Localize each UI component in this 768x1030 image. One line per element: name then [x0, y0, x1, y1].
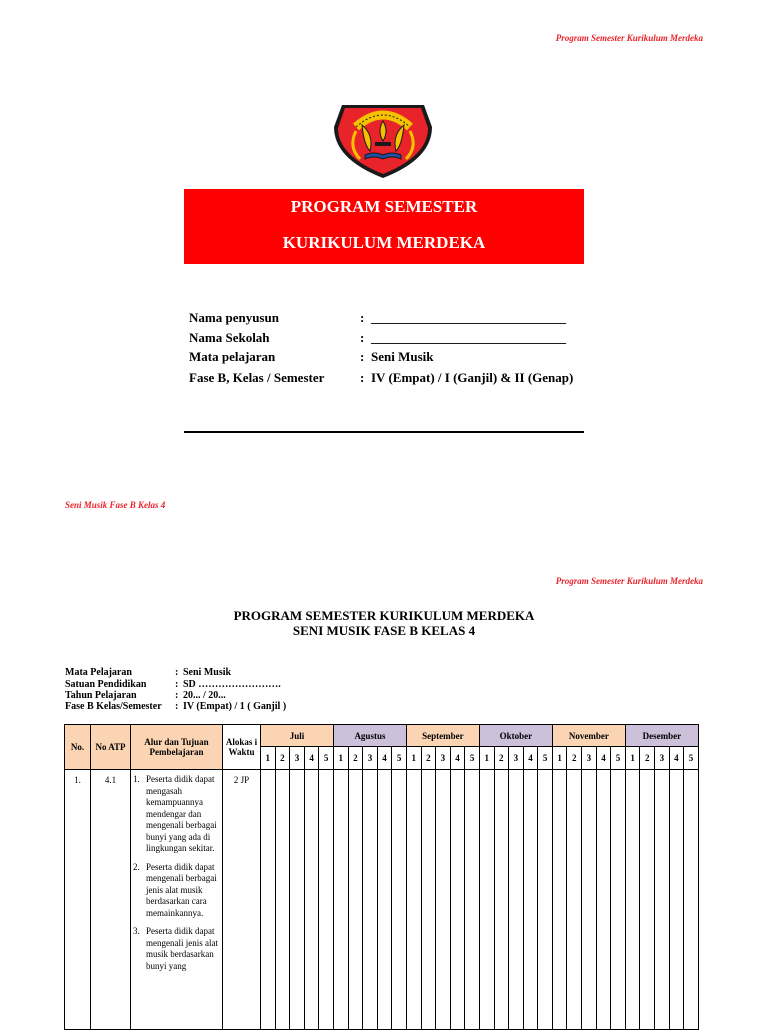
tp-item-number: 3. — [133, 926, 140, 936]
field-label: Mata pelajaran — [189, 349, 276, 364]
week-cell — [523, 770, 538, 1030]
week-cell — [538, 770, 553, 1030]
month-header-september: September — [406, 725, 479, 747]
week-cell — [684, 770, 699, 1030]
week-cell — [333, 770, 348, 1030]
week-header: 5 — [538, 747, 553, 770]
week-cell — [611, 770, 626, 1030]
cover-title-line1: PROGRAM SEMESTER — [290, 197, 478, 216]
field-value: Seni Musik — [371, 349, 434, 364]
week-header: 2 — [640, 747, 655, 770]
tp-item-text: Peserta didik dapat mengasah kemampuannya mendengar dan mengenali berbagai bunyi yang ada di lingkungan sekitar. — [146, 774, 217, 853]
week-header: 1 — [261, 747, 276, 770]
field-label: Fase B, Kelas / Semester — [189, 370, 325, 385]
week-cell — [436, 770, 451, 1030]
meta-value: SD ……………………. — [183, 679, 281, 690]
tp-list-item — [133, 926, 220, 972]
row-tujuan-pembelajaran — [131, 770, 223, 1030]
week-header: 4 — [669, 747, 684, 770]
cover-title-line2: KURIKULUM MERDEKA — [282, 233, 486, 252]
meta-value: Seni Musik — [183, 667, 232, 678]
table-row — [65, 770, 699, 1030]
header-no: No. — [65, 725, 91, 770]
field-label: Nama penyusun — [189, 310, 279, 325]
week-header: 5 — [465, 747, 480, 770]
month-header-desember: Desember — [625, 725, 698, 747]
meta-colon: : — [175, 667, 179, 678]
header-alur-tujuan: Alur dan Tujuan Pembelajaran — [131, 725, 223, 770]
row-atp-number: 4.1 — [91, 770, 131, 1030]
week-cell — [421, 770, 436, 1030]
week-header: 5 — [611, 747, 626, 770]
field-label: Nama Sekolah — [189, 330, 270, 345]
week-cell — [450, 770, 465, 1030]
week-header: 1 — [552, 747, 567, 770]
week-cell — [290, 770, 305, 1030]
week-header: 1 — [333, 747, 348, 770]
row-number: 1. — [65, 770, 91, 1030]
meta-value: 20... / 20... — [183, 690, 226, 701]
week-header: 5 — [319, 747, 334, 770]
week-header: 5 — [684, 747, 699, 770]
page2-title-line2: SENI MUSIK FASE B KELAS 4 — [292, 623, 476, 638]
week-header: 5 — [392, 747, 407, 770]
meta-colon: : — [175, 679, 179, 690]
meta-colon: : — [175, 701, 179, 712]
field-value: IV (Empat) / I (Ganjil) & II (Genap) — [371, 370, 574, 385]
week-cell — [406, 770, 421, 1030]
field-colon: : — [360, 370, 365, 385]
week-cell — [348, 770, 363, 1030]
week-header: 4 — [450, 747, 465, 770]
tp-item-text: Peserta didik dapat mengenali jenis alat musik berdasarkan bunyi yang — [146, 926, 218, 971]
cover-title-box — [184, 189, 584, 264]
week-header: 3 — [655, 747, 670, 770]
week-cell — [304, 770, 319, 1030]
field-value: ______________________________ — [371, 310, 566, 325]
meta-label: Fase B Kelas/Semester — [65, 701, 162, 712]
tp-item-text: Peserta didik dapat mengenali berbagai jenis alat musik berdasarkan cara memainkannya. — [146, 861, 217, 918]
table-header-months — [65, 725, 699, 747]
footer-note: Seni Musik Fase B Kelas 4 — [65, 500, 166, 510]
week-header: 2 — [567, 747, 582, 770]
page2-title-line1: PROGRAM SEMESTER KURIKULUM MERDEKA — [233, 608, 535, 623]
week-cell — [625, 770, 640, 1030]
week-header: 1 — [625, 747, 640, 770]
row-alokasi-waktu: 2 JP — [223, 770, 261, 1030]
field-colon: : — [360, 310, 365, 325]
week-cell — [582, 770, 597, 1030]
week-cell — [319, 770, 334, 1030]
week-cell — [479, 770, 494, 1030]
week-header: 3 — [582, 747, 597, 770]
meta-colon: : — [175, 690, 179, 701]
week-cell — [596, 770, 611, 1030]
week-header: 4 — [304, 747, 319, 770]
header-note: Program Semester Kurikulum Merdeka — [555, 33, 703, 43]
tp-item-number: 2. — [133, 861, 140, 872]
field-colon: : — [360, 330, 365, 345]
week-cell — [552, 770, 567, 1030]
month-header-oktober: Oktober — [479, 725, 552, 747]
week-cell — [655, 770, 670, 1030]
week-header: 3 — [509, 747, 524, 770]
month-header-juli: Juli — [261, 725, 334, 747]
week-header: 2 — [348, 747, 363, 770]
week-cell — [363, 770, 378, 1030]
header-alokasi-waktu: Alokas i Waktu — [223, 725, 261, 770]
tp-list-item — [133, 774, 220, 855]
week-header: 2 — [421, 747, 436, 770]
week-cell — [494, 770, 509, 1030]
week-cell — [567, 770, 582, 1030]
week-header: 3 — [436, 747, 451, 770]
week-header: 4 — [523, 747, 538, 770]
week-header: 2 — [494, 747, 509, 770]
program-semester-table — [64, 724, 699, 1030]
week-cell — [669, 770, 684, 1030]
tp-item-number: 1. — [133, 774, 140, 784]
week-cell — [465, 770, 480, 1030]
tp-list-item — [133, 862, 220, 920]
week-header: 4 — [596, 747, 611, 770]
week-cell — [275, 770, 290, 1030]
week-header: 3 — [363, 747, 378, 770]
meta-value: IV (Empat) / 1 ( Ganjil ) — [183, 701, 287, 712]
field-value: ______________________________ — [371, 330, 566, 345]
week-header: 1 — [406, 747, 421, 770]
week-cell — [509, 770, 524, 1030]
meta-label: Tahun Pelajaran — [65, 690, 137, 701]
week-cell — [261, 770, 276, 1030]
meta-label: Satuan Pendidikan — [65, 679, 147, 690]
meta-label: Mata Pelajaran — [65, 667, 132, 678]
week-cell — [392, 770, 407, 1030]
field-colon: : — [360, 349, 365, 364]
month-header-agustus: Agustus — [333, 725, 406, 747]
week-header: 1 — [479, 747, 494, 770]
header-no-atp: No ATP — [91, 725, 131, 770]
week-header: 3 — [290, 747, 305, 770]
week-cell — [377, 770, 392, 1030]
month-header-november: November — [552, 725, 625, 747]
tut-wuri-handayani-logo — [332, 101, 434, 180]
week-cell — [640, 770, 655, 1030]
cover-divider — [184, 431, 584, 433]
week-header: 2 — [275, 747, 290, 770]
header-note-page2: Program Semester Kurikulum Merdeka — [555, 576, 703, 586]
week-header: 4 — [377, 747, 392, 770]
